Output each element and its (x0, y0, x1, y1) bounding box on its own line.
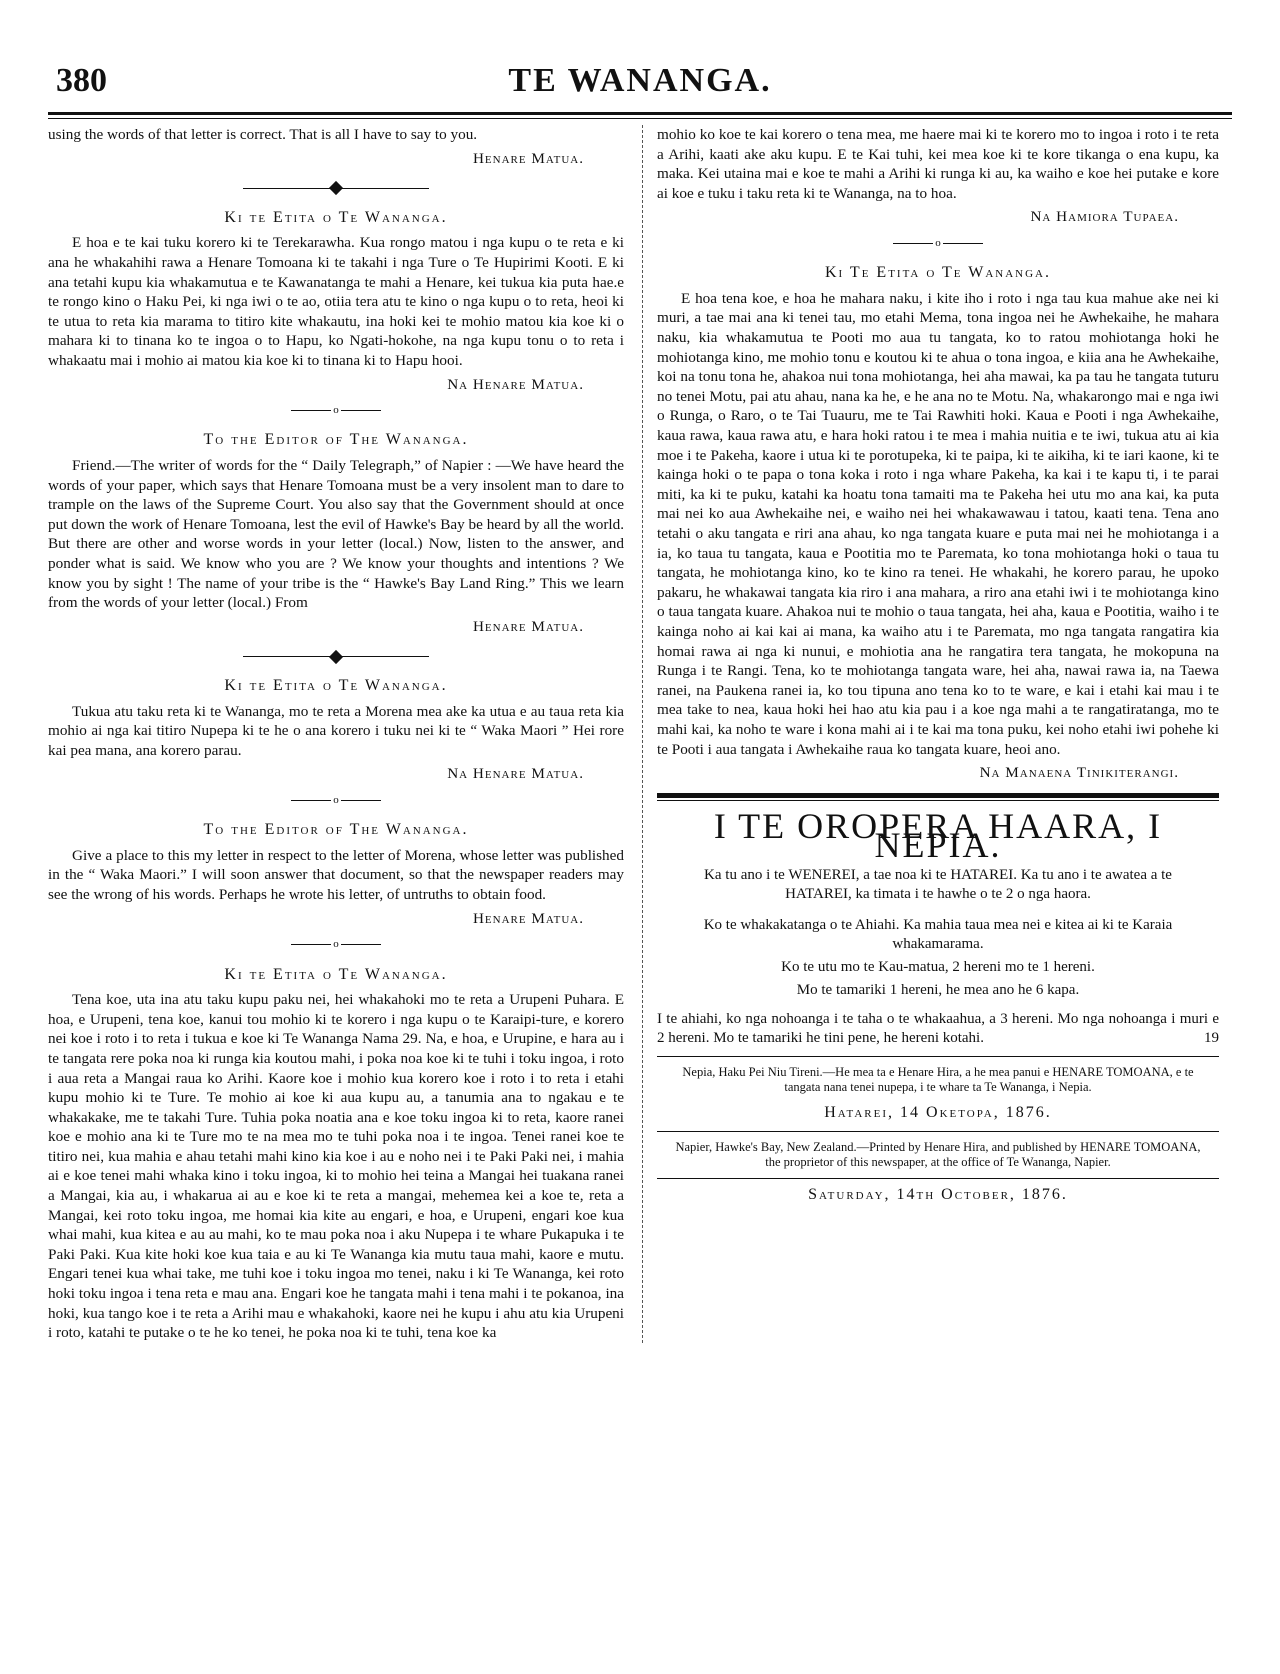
top-rule-thin (48, 118, 1232, 119)
columns (48, 125, 1232, 1343)
article-paragraph: Give a place to this my letter in respect to the letter of Morena, whose letter was published in the “ Waka Maori.” I will soon answer that document, so that the newspaper readers may see the wrong of his words. Perhaps he wrote his letter, of untruths to obtain food. (48, 846, 624, 904)
advertisement-text (657, 1010, 1219, 1048)
advertisement-prices: I te ahiahi, ko nga nohoanga i te taha o te whakaahua, a 3 hereni. Mo nga nohoanga i muri e 2 hereni. Mo te tamariki he tini pene, he hereni kotahi. (657, 1010, 1219, 1046)
small-divider: o (48, 790, 624, 810)
top-rule (48, 112, 1232, 115)
right-column (651, 125, 1219, 1343)
dateline-english: Saturday, 14th October, 1876. (808, 1185, 1068, 1203)
advertisement-title: I TE OROPERA HAARA, I NEPIA. (713, 805, 1163, 866)
dateline-maori: Hatarei, 14 Oketopa, 1876. (824, 1103, 1052, 1121)
imprint-english: Napier, Hawke's Bay, New Zealand.—Printed by Henare Hira, and published by HENARE TOMOANA, the proprietor of this newspaper, at the office of Te Wananga, Napier. (675, 1139, 1201, 1169)
imprint-maori: Nepia, Haku Pei Niu Tireni.—He mea ta e Henare Hira, a he mea panui e HENARE TOMOANA, e te tangata nana tenei nupepa, i te whare ta Te Wananga, i Nepia. (682, 1064, 1194, 1094)
signature: Henare Matua. (472, 617, 584, 635)
article-paragraph: mohio ko koe te kai korero o tena mea, me haere mai ki te korero mo to ingoa i roto i te reta a Arihi, kaati ake aku kupu. E te Kai tuhi, kei mea koe ki te kore tikanga o ena kupu, ka maka. Kei utaina mai e koe te mahi a Arihi ki runga ki au, ka waiho e koe hei putake e kore ai koe e tuku i taku reta ki te Wananga, na to hoa. (657, 126, 1219, 202)
small-divider: o (657, 233, 1219, 253)
ornament-divider (48, 646, 624, 666)
small-divider: o (48, 934, 624, 954)
masthead (48, 62, 1232, 106)
column-divider (642, 125, 643, 1343)
signature: Na Henare Matua. (447, 375, 584, 393)
advertisement-rule-thin (657, 800, 1219, 801)
signature: Na Henare Matua. (447, 765, 584, 783)
ornament-divider (48, 178, 624, 198)
imprint-rule (657, 1131, 1219, 1132)
letter-heading: Ki te Etita o Te Wananga. (224, 208, 448, 226)
date-rule (657, 1178, 1219, 1179)
advertisement-text: Ko te whakakatanga o te Ahiahi. Ka mahia taua mea nei e kitea ai ki te Karaia whakamarama. (703, 916, 1173, 952)
advertisement-text: Mo te tamariki 1 hereni, he mea ano he 6 kapa. (796, 981, 1080, 998)
page-number: 380 (56, 62, 107, 99)
signature: Na Manaena Tinikiterangi. (979, 764, 1179, 782)
article-paragraph: Friend.—The writer of words for the “ Daily Telegraph,” of Napier : —We have heard the words of your paper, which says that Henare Tomoana must be a very insolent man to dare to trample on the laws of the Supreme Court. You also say that the Government should at once put down the work of Henare Tomoana, lest the evil of Hawke's Bay be heard by all the world. But there are other and worse words in your letter (local.) Now, listen to the answer, and ponder what is said. We know who you are ? We know your thoughts and intentions ? We know you by sight ! The name of your tribe is the “ Hawke's Bay Land Ring.” This we learn from the words of your letter (local.) From (48, 457, 624, 612)
article-paragraph: E hoa e te kai tuku korero ki te Terekarawha. Kua rongo matou i nga kupu o te reta e ki ana he whakahihi rawa a Henare Tomoana ki te takahi i nga Ture o Te Hupirimi Kooti. E ki ana tetahi kupu kia whakamutua e te Kawanatanga te mahi a Henare, kei tukua kia puta hae.e te rongo kino o Haku Pei, ki nga iwi o te ao, otiia tera atu te kino o nga kupu o to reta, heoi ki te utua to reta kia marama to titiro kite whakautu, ina hoki kei te mohio matou kia koe ki o mahara ki to tinana ko te ingoa o to Hapu, ko Ngati-hokohe, na nga kupu tonu o to reta i whakaatu mai i mohio ai matou kia koe ki to tinana ki to Hapu hooi. (48, 234, 624, 369)
letter-heading: Ki te Etita o Te Wananga. (224, 965, 448, 983)
signature: Henare Matua. (472, 149, 584, 167)
letter-heading: To the Editor of The Wananga. (203, 821, 469, 839)
paper-title: TE WANANGA. (508, 62, 772, 99)
letter-heading: Ki te Etita o Te Wananga. (224, 676, 448, 694)
advertisement-text: Ko te utu mo te Kau-matua, 2 hereni mo te 1 hereni. (781, 958, 1095, 975)
left-column (48, 125, 634, 1343)
advertisement-rule (657, 793, 1219, 798)
article-paragraph: E hoa tena koe, e hoa he mahara naku, i kite iho i roto i nga tau kua mahue ake nei ki muri, a tae mai ana ki tenei tau, mo etahi Mema, tona ingoa nei he Awhekaihe, he mahara naku, kia whakamutua te Pooti mo aua tu tangata, ko to ratou mohiotanga hoki he mohiotanga kino, me mohio tonu e koutou ki te ahua o tona ingoa, e kiia ana he Awhekaihe, koi na tonu tona he, ahakoa nui tona mohiotanga, hei aha mawai, ka pa tau he tangata tuturu no tenei Motu, pai atu ahau, nana ka he, e he ana no te Motu. Na, whakarongo mai e nga iwi o Runga, o Raro, o te Tai Tuauru, me te Tai Rawhiti hoki. Kaua e Pooti i nga Awhekaihe, kaua rawa, kaua rawa atu, e hara hoki ratou i te mea i mahia nuitia e te iwi, tukua atu ai kia moe i te Pakeha, kaore i utua ki te porotupeka, ki te paipa, ki te aikiha, ki te iari kaone, ki te kainga hoki o te papa o tona koka i roto i nga whare Pakeha, ka kai i te kapu ti, i te parai miti, ka ki te puku, katahi ka hoatu tona tamaiti ma te Pakeha hei utu mo ana kai, ka puta mai nei ko aua Awhekaihe nei, e waiho nei hei whakawawau i tatou, kaati tena. Tena ano tetahi o aku tangata e riri ana ahau, ko nga tangata kuare e puta mai nei he mohiotanga i a ia, ko taua tu tangata, kaua e Pootitia mo te Paremata, ko tona mohiotanga hoki o taua tu tangata, he mohiotanga kino, ko te kino ra tenei. He whakahi, he korero parau, he upoko pakaru, he whakawai tangata kia riro i ana mahara, a riro ana etahi iwi i te mohiotanga kino o taua tangata kuare. Ahakoa nui te mohio o taua tangata, hei aha, kaua e Pootitia, waiho i te kainga noho ai kai kai ai mana, ka waiho atu i te Paremata, mo nga tangata rangatira kia homai rawa ai nga ki nunui, e mohiotia ana he rangatira tera tangata, he mokopuna na Runga i te Rangi. Tena, ko te mohiotanga tangata ware, hei aha, nawai rawa ia, na Taewa ranei, na Paukena ranei ia, ko tou tipuna ano tena ko to te ware, e kai i etahi kai mau i te mea take to nea, kaua hoki hei hao atu kia pau i a koe nga mahi a te rangatiratanga, mo te mahi kai, ka noho te ware i kona mahi ai i te kai ma tona puku, kei noho etahi iwi pohehe ki te Pooti i aua tangata i Awhekaihe raua ko tangata kuare, heoi ano. (657, 289, 1219, 758)
signature: Henare Matua. (472, 909, 584, 927)
article-paragraph: Tena koe, uta ina atu taku kupu paku nei, hei whakahoki mo te reta a Urupeni Puhara. E hoa, e Urupeni, tena koe, kanui tou mohio ki te korero i nga kupu o te Karaipi-ture, e korero nei koe i roto i to reta i tukua e koe ki Te Wananga Nama 29. Na, e hoa, e Urupine, e hara au i te tangata rere poka noa ki runga kia koutou mahi, i poka noa koe ki te tuhi i toku ingoa, i roto i aua reta a Mangai raua ko Arihi. Kaore koe i mohio kua korero koe i roto i to reta i etahi kupu mohio ki te Ture. Te mohio ai koe ki aua kupu au, a tanumia ana to ngakau e te whakakake, me te takahi Ture. Tuhia poka noatia ana e koe toku ingoa ki to reta, kaore ranei koe e mohio ana ki te Ture mo te na mea mo te tuhi poka noa i te ingoa. Tenei ranei koe te titiro nei, kua mahia e ahau tetahi mahi kino kia koe i au e noho nei i te Paki Paki nei, i mahia ai e koe tenei mahi whaka kino i toku ingoa, ki to mohio hei teina a Mangai hei tuakana ranei a Mangai, kia au, i whakarua ai au e koe ki te reta a mangai, mehemea kei a koe te, reta a Mangai, kei roto toku ingoa, me homai kia kite au engari, e hoa, e Urupeni, engari koe kua whai mahi, kua kitea e au au mahi, ko te mau poka noa i aku Nupepa i te whare Pukapuka i te Paki Paki. Kua kite hoki koe kua taia e au ki Te Wananga kia mutu taua mahi, kaore e mutu. Engari tenei kua whai take, me tuhi koe i toku ingoa mo tenei, naku i ki Te Wananga, kei roto hoki toku ingoa i tena reta e mau ana. Engari koe he tangata mahi i tena mahi i te pokanoa, ina hoki, kua tango koe i te reta a Arihi mau e whakahoki, kaore nei he kupu i ahu atu kia Urupeni i roto, katahi te putake o te he ko tenei, he poka noa ki te tuhi, tena koe ka (48, 991, 624, 1342)
advertisement-text: Ka tu ano i te WENEREI, a tae noa ki te HATAREI. Ka tu ano i te awatea a te HATAREI, ka timata i te hawhe o te 2 o nga haora. (704, 866, 1172, 902)
letter-heading: To the Editor of The Wananga. (203, 431, 469, 449)
article-paragraph: using the words of that letter is correct. That is all I have to say to you. (48, 126, 478, 143)
advertisement-number: 19 (1204, 1029, 1219, 1046)
signature: Na Hamiora Tupaea. (1030, 208, 1179, 226)
letter-heading: Ki Te Etita o Te Wananga. (825, 264, 1051, 282)
small-divider: o (48, 400, 624, 420)
imprint-rule (657, 1056, 1219, 1057)
article-paragraph: Tukua atu taku reta ki te Wananga, mo te reta a Morena mea ake ka utua e au taua reta kia mohio ai nga kai titiro Nupepa ki te he o ana korero i tuku nei ki te “ Waka Maori ” Hei rore kai pea mana, ana korero parau. (48, 702, 624, 759)
